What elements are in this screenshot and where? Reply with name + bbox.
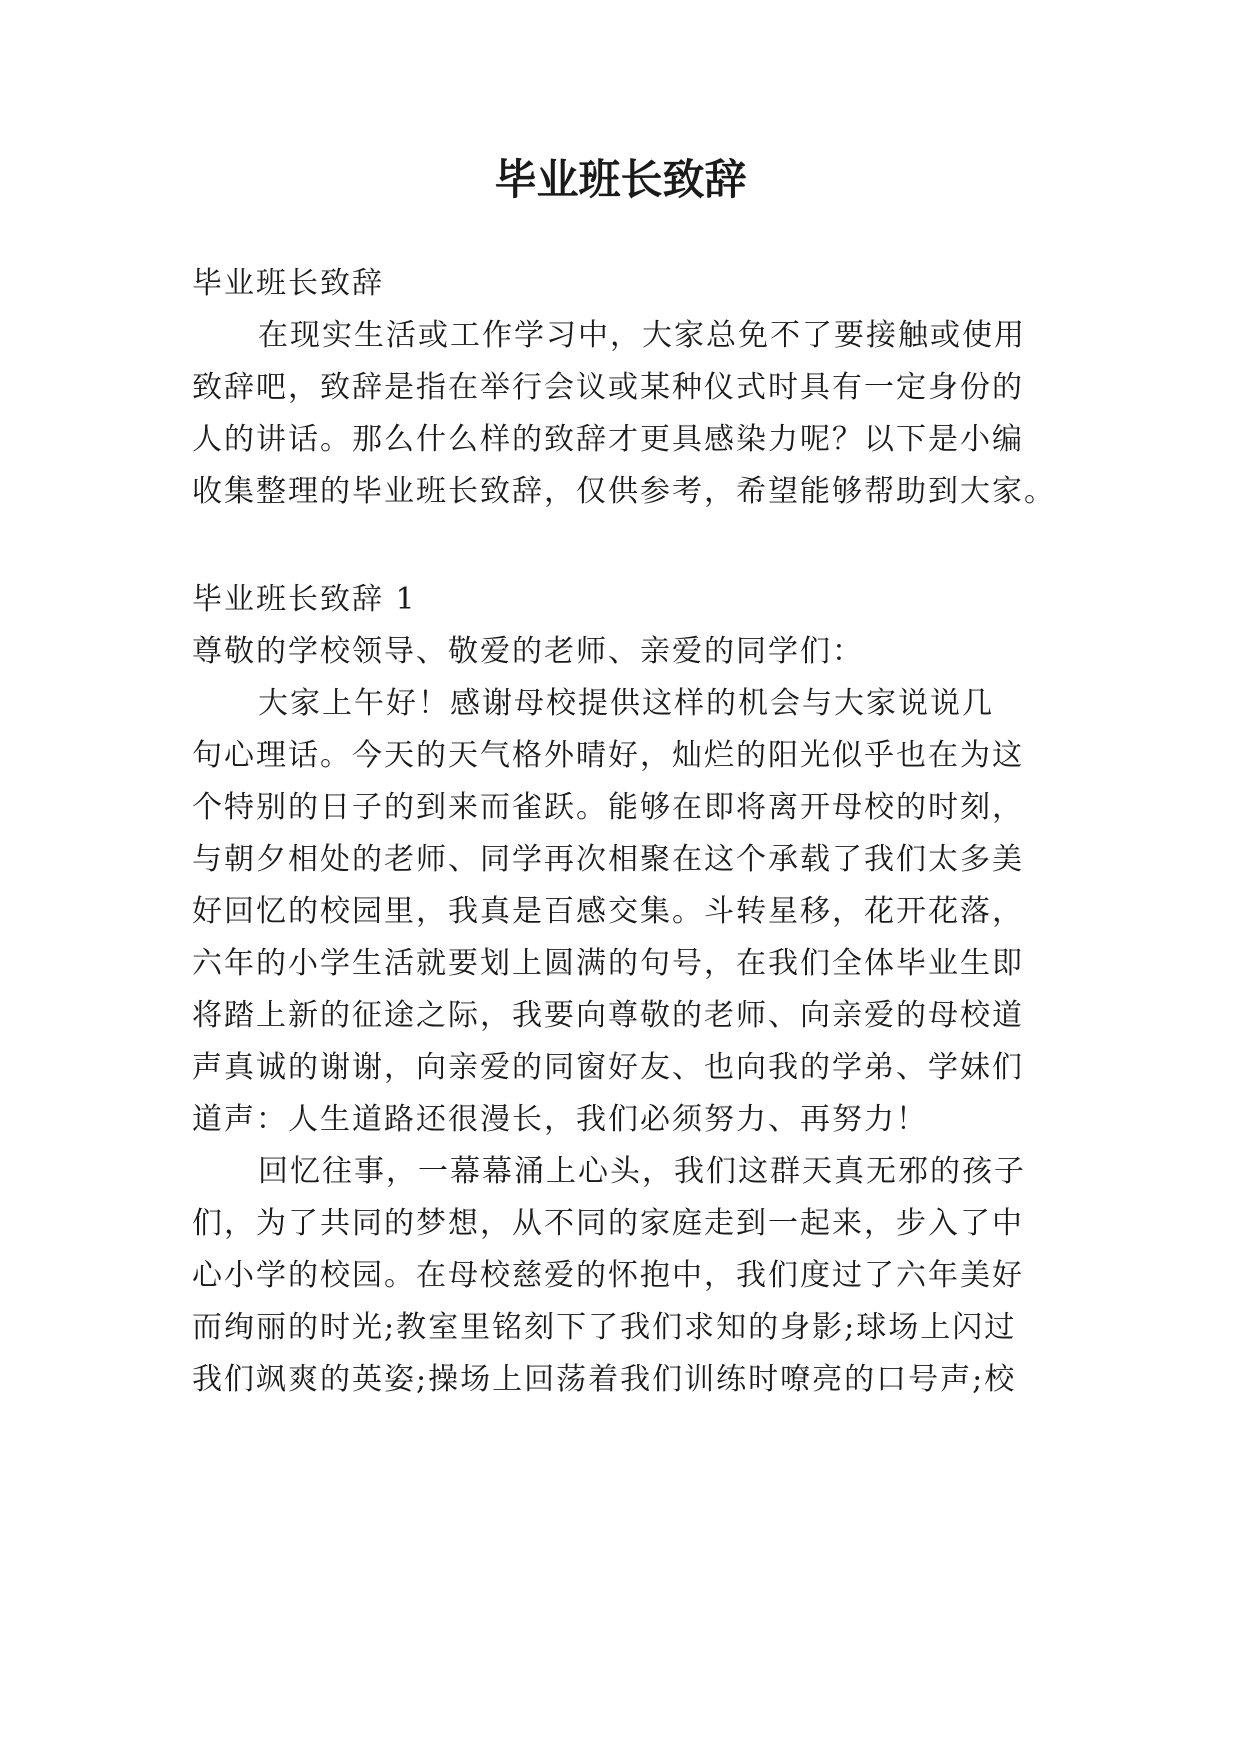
paragraph-line: 将踏上新的征途之际，我要向尊敬的老师、向亲爱的母校道 [192, 998, 1024, 1033]
subheading: 毕业班长致辞 [192, 266, 384, 301]
paragraph-line: 句心理话。今天的天气格外晴好，灿烂的阳光似乎也在为这 [192, 738, 1024, 773]
paragraph-line: 心小学的校园。在母校慈爱的怀抱中，我们度过了六年美好 [192, 1258, 1024, 1293]
intro-line: 人的讲话。那么什么样的致辞才更具感染力呢？以下是小编 [192, 422, 1024, 457]
paragraph-line: 我们飒爽的英姿;操场上回荡着我们训练时嘹亮的口号声;校 [192, 1362, 1017, 1397]
paragraph-line: 与朝夕相处的老师、同学再次相聚在这个承载了我们太多美 [192, 842, 1024, 877]
paragraph-line: 声真诚的谢谢，向亲爱的同窗好友、也向我的学弟、学妹们 [192, 1050, 1024, 1085]
salutation: 尊敬的学校领导、敬爱的老师、亲爱的同学们： [192, 634, 864, 669]
intro-line: 收集整理的毕业班长致辞，仅供参考，希望能够帮助到大家。 [192, 474, 1056, 509]
paragraph-line: 们，为了共同的梦想，从不同的家庭走到一起来，步入了中 [192, 1206, 1024, 1241]
paragraph-line: 六年的小学生活就要划上圆满的句号，在我们全体毕业生即 [192, 946, 1024, 981]
paragraph-line: 大家上午好！感谢母校提供这样的机会与大家说说几 [258, 686, 994, 721]
paragraph-line: 好回忆的校园里，我真是百感交集。斗转星移，花开花落， [192, 894, 1024, 929]
document-title: 毕业班长致辞 [494, 155, 747, 204]
paragraph-line: 道声：人生道路还很漫长，我们必须努力、再努力！ [192, 1102, 928, 1137]
intro-line: 在现实生活或工作学习中，大家总免不了要接触或使用 [258, 318, 1026, 353]
section-heading: 毕业班长致辞 1 [192, 582, 417, 617]
intro-line: 致辞吧，致辞是指在举行会议或某种仪式时具有一定身份的 [192, 370, 1024, 405]
paragraph-line: 而绚丽的时光;教室里铭刻下了我们求知的身影;球场上闪过 [192, 1310, 1017, 1345]
paragraph-line: 回忆往事，一幕幕涌上心头，我们这群天真无邪的孩子 [258, 1154, 1026, 1189]
paragraph-line: 个特别的日子的到来而雀跃。能够在即将离开母校的时刻， [192, 790, 1024, 825]
